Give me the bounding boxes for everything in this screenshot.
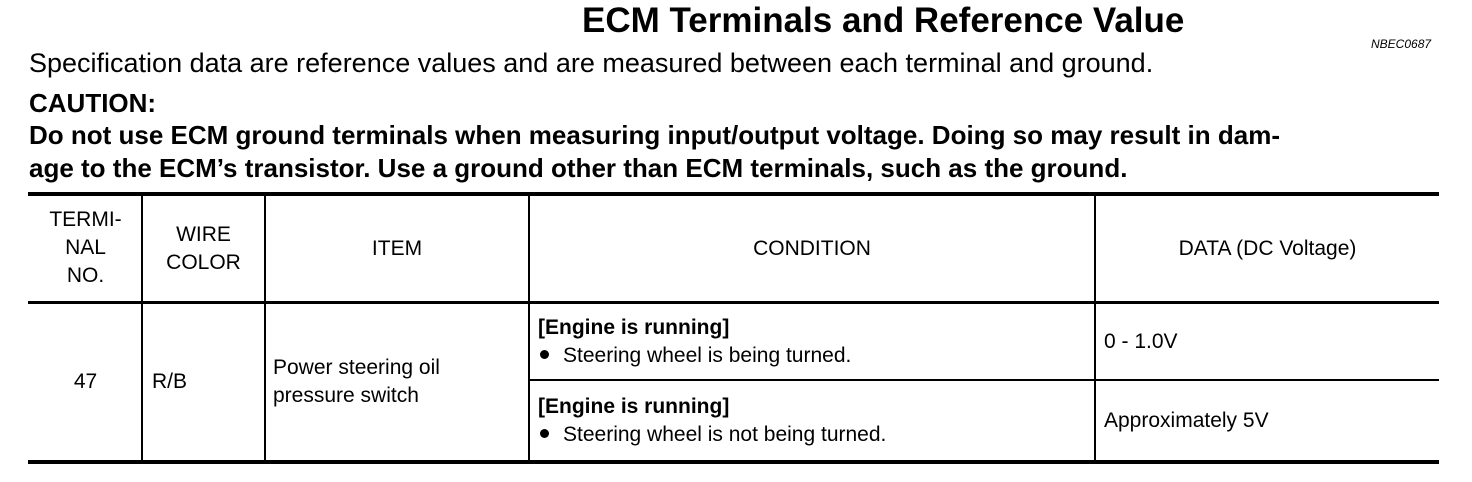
condition-heading: [Engine is running] bbox=[538, 316, 730, 339]
header-wire-line-2: COLOR bbox=[166, 251, 241, 274]
condition-cell-2 bbox=[538, 393, 886, 449]
header-condition: CONDITION bbox=[753, 237, 871, 260]
terminal-number: 47 bbox=[73, 370, 98, 393]
header-terminal-line-3: NO. bbox=[66, 264, 105, 287]
data-value-2: Approximately 5V bbox=[1104, 409, 1269, 432]
caution-text-line-1: Do not use ECM ground terminals when measuring input/output voltage. Doing so may result in dam- bbox=[29, 120, 1280, 150]
condition-bullet-item bbox=[538, 342, 851, 370]
header-terminal-line-2: NAL bbox=[65, 236, 106, 259]
specification-note: Specification data are reference values and are measured between each terminal and ground. bbox=[29, 48, 1154, 78]
table-row-divider bbox=[530, 379, 1439, 381]
item-line-1: Power steering oil bbox=[273, 356, 440, 379]
table-header-rule bbox=[28, 301, 1439, 304]
wire-color: R/B bbox=[152, 370, 188, 393]
caution-label: CAUTION: bbox=[29, 88, 157, 118]
header-item: ITEM bbox=[371, 237, 423, 260]
condition-bullet-text: Steering wheel is being turned. bbox=[563, 344, 852, 367]
item-description bbox=[273, 354, 440, 410]
page-title: ECM Terminals and Reference Value bbox=[582, 1, 1185, 40]
header-terminal-line-1: TERMI- bbox=[49, 208, 122, 231]
header-wire-color bbox=[143, 221, 264, 277]
reference-code: NBEC0687 bbox=[1371, 37, 1432, 51]
table-top-rule bbox=[28, 192, 1439, 196]
item-line-2: pressure switch bbox=[273, 384, 419, 407]
bullet-icon bbox=[540, 429, 549, 438]
condition-heading: [Engine is running] bbox=[538, 395, 730, 418]
data-value-1: 0 - 1.0V bbox=[1104, 330, 1178, 353]
condition-cell-1 bbox=[538, 314, 851, 370]
bullet-icon bbox=[540, 350, 549, 359]
header-data: DATA (DC Voltage) bbox=[1178, 237, 1357, 260]
caution-text-line-2: age to the ECM’s transistor. Use a ground other than ECM terminals, such as the ground. bbox=[29, 153, 1128, 183]
table-bottom-rule bbox=[28, 460, 1439, 464]
header-wire-line-1: WIRE bbox=[176, 223, 231, 246]
condition-bullet-text: Steering wheel is not being turned. bbox=[563, 423, 887, 446]
condition-bullet-item bbox=[538, 421, 886, 449]
header-terminal-no bbox=[30, 206, 141, 290]
